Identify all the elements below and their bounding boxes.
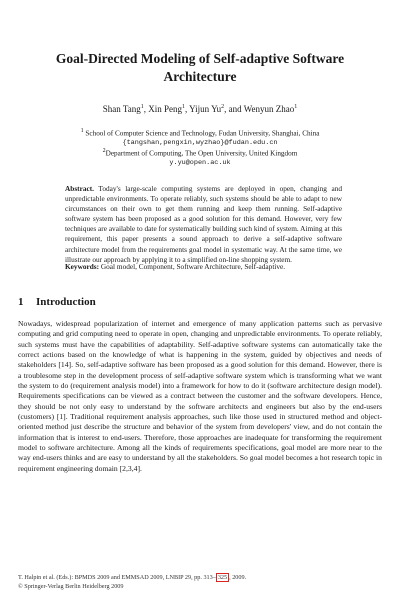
- section-title: Introduction: [36, 296, 96, 308]
- author-list: [40, 104, 360, 114]
- keywords-text: Goal model, Component, Software Architecture, Self-adaptive.: [99, 262, 286, 271]
- title-line-1: Goal-Directed Modeling of Self-adaptive Software: [55, 51, 345, 66]
- footer-citation: [18, 573, 246, 591]
- affiliation-mark: 2: [102, 148, 106, 154]
- affiliation-text: Department of Computing, The Open University, United Kingdom: [105, 149, 298, 158]
- author-name: Shan Tang: [102, 104, 141, 114]
- abstract: [65, 184, 342, 265]
- keywords: [65, 262, 342, 272]
- abstract-label: Abstract.: [65, 184, 94, 193]
- body-paragraph: Nowadays, widespread popularization of internet and emergence of many application patterns such as pervasive computing and grid computing need to operate in open, changing and unpredictable environments. To operate reliably, such systems must have the capabilities of adaptability. Self-adaptive software systems can automatically take the correct actions based on the knowledge of what is happening in the system, guided by objectives and needs of stakeholders [14]. So, self-adaptive software has been proposed as a good solution for this demand. However, there is a troublesome step in the development process of self-adaptive software system which is transforming what we want the system to do (requirement analysis model) into a framework for how to do it (software architecture design model). Requirements specifications can be viewed as a contract between the customer and the software developers. Hence, they should be not only easy to understand by the software architects and engineers but also by the end-users (customers) [1]. Traditional requirement analysis approaches, such like those used in structured method and object-oriented method just describe the structure and behavior of the system from developers' view, and do not contain the information that is interest to end-users. Therefore, those approaches are inadequate for transforming the requirement model to software architecture. Among all the kinds of requirements specifications, goal model are more near to the way end-users thinks and are easy to understand by all the stakeholders. So goal model becomes a hot research topic in requirement engineering domain [2,3,4].: [18, 319, 382, 473]
- title-line-2: Architecture: [163, 69, 237, 84]
- author-affil-mark: 1: [294, 104, 298, 110]
- paper-title: [40, 50, 360, 86]
- author-separator: ,: [143, 104, 149, 114]
- author-separator: , and: [224, 104, 244, 114]
- keywords-label: Keywords:: [65, 262, 100, 271]
- author-affil-mark: 2: [221, 104, 225, 110]
- author-name: Wenyun Zhao: [243, 104, 295, 114]
- copyright-line: © Springer-Verlag Berlin Heidelberg 2009: [18, 583, 124, 590]
- affiliation-text: School of Computer Science and Technology, Fudan University, Shanghai, China: [85, 129, 320, 138]
- footer-citation-text: T. Halpin et al. (Eds.): BPMDS 2009 and EMMSAD 2009, LNBIP 29, pp. 313–: [18, 574, 216, 581]
- affiliation-email: y.yu@open.ac.uk: [169, 159, 231, 168]
- author-affil-mark: 1: [140, 104, 144, 110]
- author-name: Yijun Yu: [189, 104, 222, 114]
- highlighted-page-number: 325: [217, 574, 228, 581]
- author-separator: ,: [185, 104, 190, 114]
- affiliation-2: [40, 146, 360, 168]
- footer-citation-end: , 2009.: [229, 574, 247, 581]
- affiliation-mark: 1: [80, 128, 84, 134]
- author-name: Xin Peng: [148, 104, 182, 114]
- section-number: 1: [18, 296, 24, 308]
- abstract-text: Today's large-scale computing systems are deployed in open, changing and unpredictable environments. To operate reliably, such systems should be able to adapt to new circumstances on their own to get them running and keep them running. Self-adaptive software system has been proposed as a good solution for this demand. However, very few techniques are available to date for systematically building such kind of system. Aiming at this requirement, this paper presents a sound approach to derive a self-adaptive software architecture model from the requirements goal model in systematic way. At the same time, we illustrate our approach by applying it to a simplified on-line shopping system.: [65, 184, 342, 264]
- affiliation-email: {tangshan,pengxin,wyzhao}@fudan.edu.cn: [122, 139, 278, 148]
- section-heading: [18, 296, 96, 308]
- author-affil-mark: 1: [182, 104, 185, 110]
